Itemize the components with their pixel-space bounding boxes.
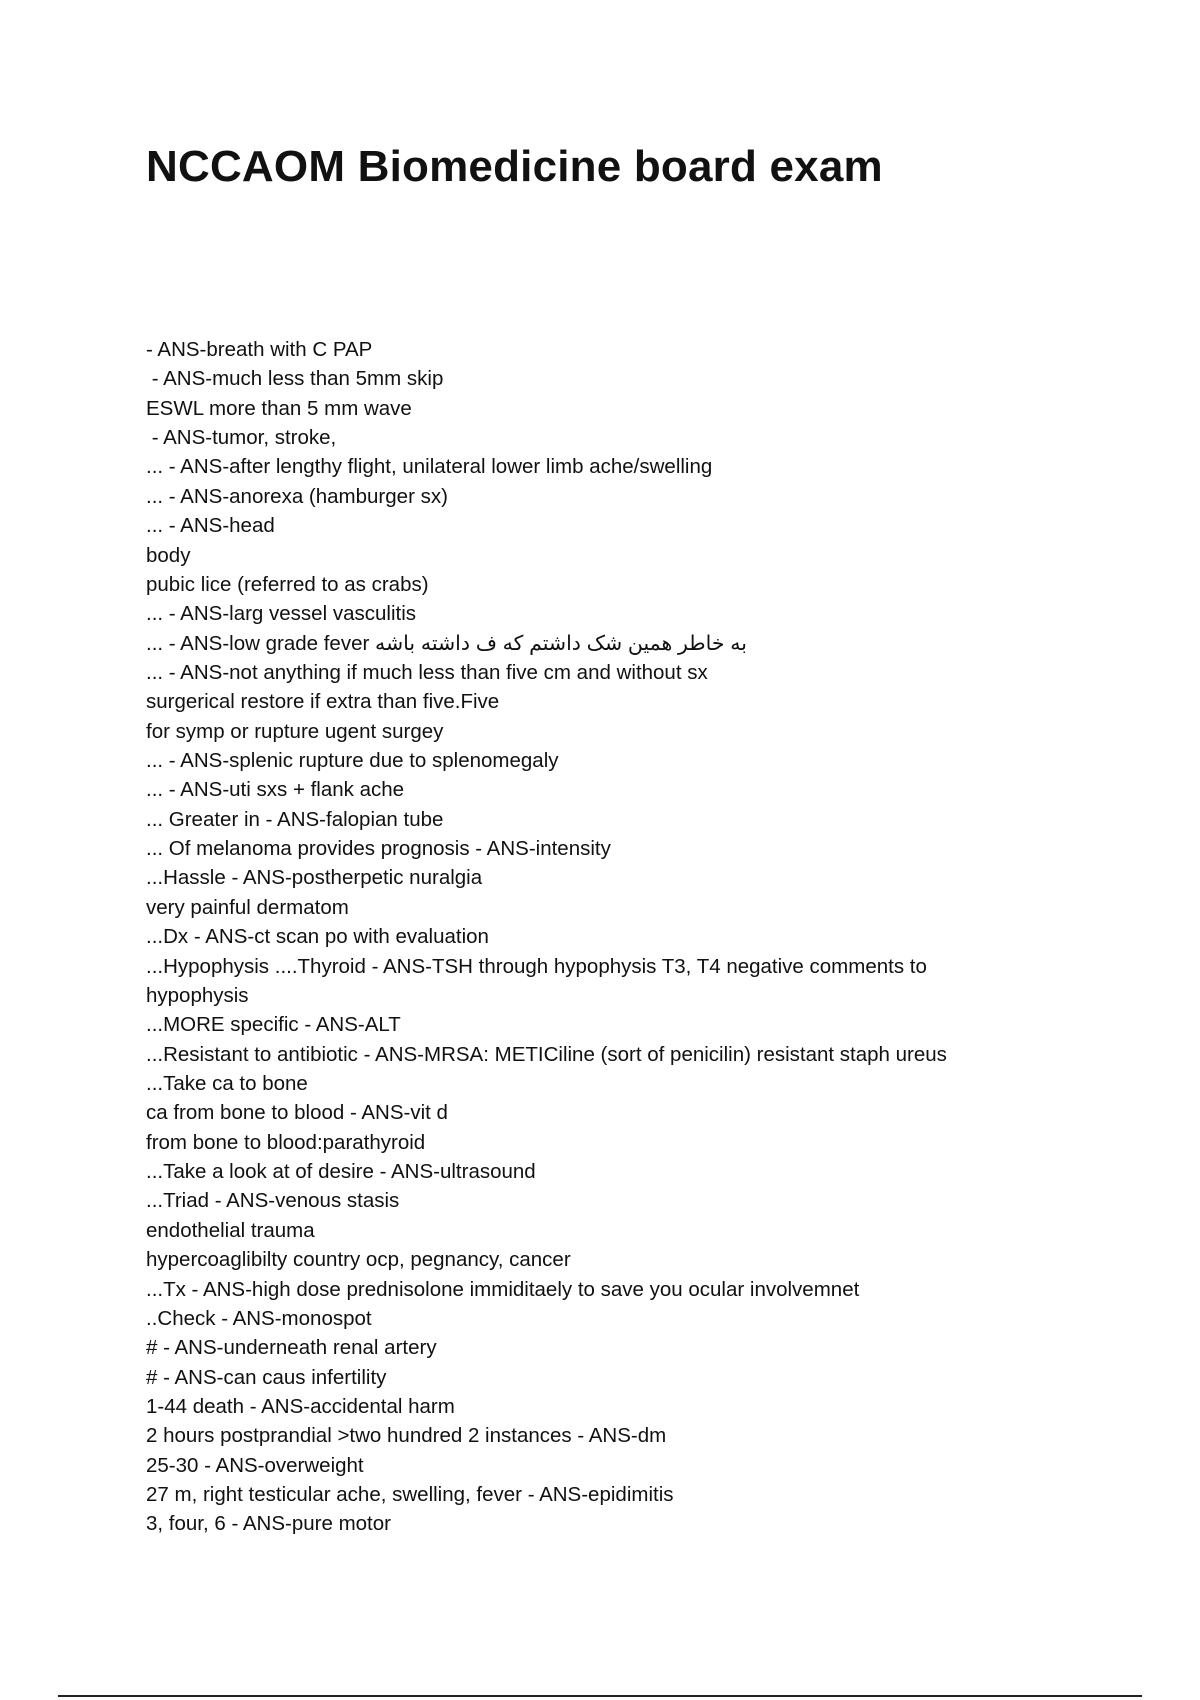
text-line: very painful dermatom [146, 895, 349, 919]
text-line: pubic lice (referred to as crabs) [146, 572, 429, 596]
text-line: from bone to blood:parathyroid [146, 1130, 426, 1154]
text-line: ... - ANS-after lengthy flight, unilateral lower limb ache/swelling [146, 455, 713, 479]
text-line: ...Take a look at of desire - ANS-ultrasound [146, 1160, 536, 1184]
text-line: ..Check - ANS-monospot [146, 1306, 372, 1330]
text-line: 1-44 death - ANS-accidental harm [146, 1394, 455, 1418]
text-line: ...Hypophysis ....Thyroid - ANS-TSH through hypophysis T3, T4 negative comments to [146, 954, 927, 978]
text-line: 25-30 - ANS-overweight [146, 1453, 364, 1477]
text-line: ... - ANS-uti sxs + flank ache [146, 778, 405, 802]
text-line: surgerical restore if extra than five.Five [146, 690, 500, 714]
text-line: - ANS-tumor, stroke, [146, 426, 337, 450]
text-line: ... Of melanoma provides prognosis - ANS-intensity [146, 837, 611, 861]
text-line: ...Triad - ANS-venous stasis [146, 1189, 400, 1213]
text-line: ... - ANS-low grade fever به خاطر همین شک داشتم که ف داشته باشه [146, 631, 747, 655]
text-line: ... - ANS-splenic rupture due to splenomegaly [146, 749, 559, 773]
text-line: 3, four, 6 - ANS-pure motor [146, 1512, 391, 1536]
document-body [146, 335, 1066, 1539]
document-title: NCCAOM Biomedicine board exam [146, 142, 883, 191]
text-line: - ANS-breath with C PAP [146, 338, 373, 361]
text-line: ...Hassle - ANS-postherpetic nuralgia [146, 866, 483, 890]
text-line: ... - ANS-not anything if much less than five cm and without sx [146, 660, 708, 684]
text-line: for symp or rupture ugent surgey [146, 719, 444, 743]
text-line: ...Take ca to bone [146, 1071, 308, 1095]
text-line: ...Dx - ANS-ct scan po with evaluation [146, 925, 489, 949]
text-line: ...Resistant to antibiotic - ANS-MRSA: METICiline (sort of penicilin) resistant staph ureus [146, 1042, 947, 1066]
text-line: ...MORE specific - ANS-ALT [146, 1013, 401, 1037]
text-line: # - ANS-can caus infertility [146, 1365, 387, 1389]
text-line: ... Greater in - ANS-falopian tube [146, 807, 444, 831]
text-line: hypercoaglibilty country ocp, pegnancy, cancer [146, 1248, 571, 1272]
text-line: ... - ANS-anorexa (hamburger sx) [146, 484, 448, 508]
text-line: ESWL more than 5 mm wave [146, 396, 412, 420]
text-line: ... - ANS-larg vessel vasculitis [146, 602, 416, 626]
text-line: hypophysis [146, 983, 249, 1007]
text-line: ca from bone to blood - ANS-vit d [146, 1101, 448, 1125]
text-line: body [146, 543, 191, 567]
text-line: # - ANS-underneath renal artery [146, 1336, 437, 1360]
text-line: 2 hours postprandial >two hundred 2 instances - ANS-dm [146, 1424, 667, 1448]
text-line: ...Tx - ANS-high dose prednisolone immiditaely to save you ocular involvemnet [146, 1277, 860, 1301]
text-line: ... - ANS-head [146, 514, 275, 538]
text-line: 27 m, right testicular ache, swelling, fever - ANS-epidimitis [146, 1483, 674, 1507]
text-line: - ANS-much less than 5mm skip [146, 367, 444, 391]
footer-divider [58, 1695, 1142, 1697]
text-line: endothelial trauma [146, 1218, 315, 1242]
